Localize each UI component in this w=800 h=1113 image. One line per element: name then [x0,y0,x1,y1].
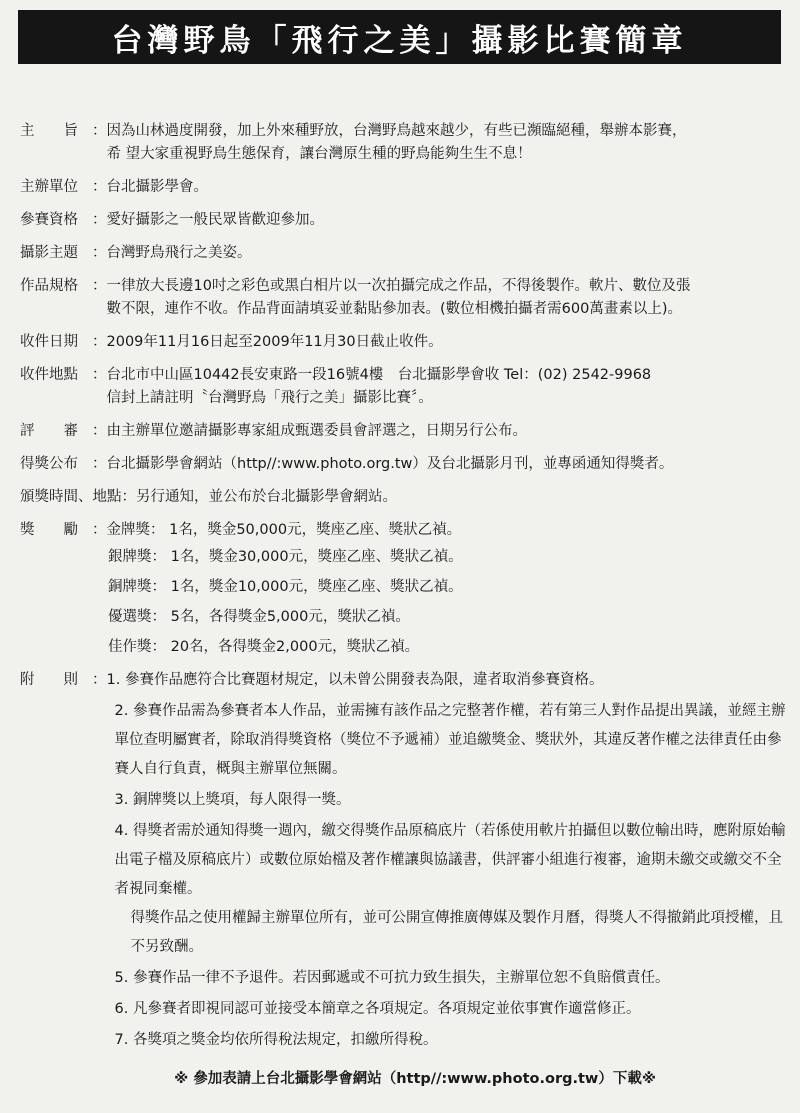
footer-download-note: ※ 參加表請上台北攝影學會網站（http//:www.photo.org.tw）下載※ [174,1071,656,1087]
rule-5: 5. 參賽作品一律不予退件。若因郵遞或不可抗力致生損失，主辦單位恕不負賠償責任。 [114,970,670,986]
section-collection-date: 收件日期 ： 2009年11月16日起至2009年11月30日截止收件。 [20,331,790,354]
rule-1: 1. 參賽作品應符合比賽題材規定，以未曾公開發表為限，違者取消參賽資格。 [106,672,604,688]
prize-silver-name: 銀牌獎 [108,549,152,565]
prizes-label: 獎 勵 [20,522,78,538]
prize-silver: 銀牌獎： 1名，獎金30,000元，獎座乙座、獎狀乙禎。 [108,549,463,565]
announcement-label: 得獎公布 [20,456,78,472]
section-judging: 評 審 ： 由主辦單位邀請攝影專家組成甄選委員會評選之，日期另行公布。 [20,420,790,443]
rules-label: 附 則 [20,672,78,688]
rule-4-continued: 得獎作品之使用權歸主辦單位所有，並可公開宣傳推廣傳媒及製作月曆，得獎人不得撤銷此項授權，且不另致酬。 [130,910,783,955]
rule-7: 7. 各獎項之獎金均依所得稅法規定，扣繳所得稅。 [114,1032,438,1048]
prize-honorable-name: 佳作獎 [108,639,152,655]
section-rules: 附 則 ： 1. 參賽作品應符合比賽題材規定，以未曾公開發表為限，違者取消參賽資格。 2. 參賽作品需為參賽者本人作品，並需擁有該作品之完整著作權，若有第三人對作品提出異議，並經主辦單位查明屬實者，除取消得獎資格（獎位不予遞補）並追繳獎金、獎狀外，其違反著作權之法律責任由參賽人自行負責，概與主辦單位無關。 3. 銅牌獎以上獎項，每人限得一獎。 4. 得獎者需於通知得獎一週內，繳交得獎作品原稿底片（若係使用軟片拍攝但以數位輸出時，應附原始輸出電子檔及原稿底片）或數位原始檔及著作權讓與協議書，供評審小組進行複審，逾期未繳交或繳交不全者視同棄權。 得獎作品之使用權歸主辦單位所有，並可公開宣傳推廣傳媒及製作月曆，得獎人不得撤銷此項授權，且不另致酬。 5. 參賽作品一律不予退件。若因郵遞或不可抗力致生損失，主辦單位恕不負賠償責任。 6. 凡參賽者即視同認可並接受本簡章之各項規定。各項規定並依事實作適當修正。 7. 各獎項之獎金均依所得稅法規定，扣繳所得稅。 [20,666,790,1057]
eligibility-value: 愛好攝影之一般民眾皆歡迎參加。 [106,212,324,228]
section-announcement: 得獎公布 ： 台北攝影學會網站（http//:www.photo.org.tw）及台北攝影月刊，並專函通知得獎者。 [20,453,790,476]
spec-label: 作品規格 [20,278,78,294]
prize-gold: 金牌獎： 1名，獎金50,000元，獎座乙座、獎狀乙禎。 [106,522,462,538]
prize-merit: 優選獎： 5名，各得獎金5,000元，獎狀乙禎。 [108,609,410,625]
spec-line-1: 一律放大長邊10吋之彩色或黑白相片以一次拍攝完成之作品，不得後製作。軟片、數位及張 [106,278,691,294]
purpose-line-2: 希 望大家重視野鳥生態保育，讓台灣原生種的野鳥能夠生生不息！ [106,146,532,162]
section-organizer: 主辦單位 ： 台北攝影學會。 [20,176,790,199]
award-time-label: 頒獎時間、地點 [20,489,122,505]
section-spec: 作品規格 ： 一律放大長邊10吋之彩色或黑白相片以一次拍攝完成之作品，不得後製作。軟片、數位及張 數不限，連作不收。作品背面請填妥並黏貼參加表。(數位相機拍攝者需600萬畫素以上)。 [20,275,790,321]
rule-3: 3. 銅牌獎以上獎項，每人限得一獎。 [114,792,351,808]
eligibility-label: 參賽資格 [20,212,78,228]
theme-label: 攝影主題 [20,245,78,261]
document-body [20,120,790,1088]
collection-place-line-2: 信封上請註明〝台灣野鳥「飛行之美」攝影比賽〞。 [106,390,433,406]
rule-2: 2. 參賽作品需為參賽者本人作品，並需擁有該作品之完整著作權，若有第三人對作品提出異議，並經主辦單位查明屬實者，除取消得獎資格（獎位不予遞補）並追繳獎金、獎狀外，其違反著作權之法律責任由參賽人自行負責，概與主辦單位無關。 [114,703,786,777]
announcement-value: 台北攝影學會網站（http//:www.photo.org.tw）及台北攝影月刊，並專函通知得獎者。 [106,456,674,472]
section-eligibility: 參賽資格 ： 愛好攝影之一般民眾皆歡迎參加。 [20,209,790,232]
purpose-line-1: 因為山林過度開發，加上外來種野放，台灣野鳥越來越少，有些已瀕臨絕種，舉辦本影賽， [106,123,687,139]
prize-gold-name: 金牌獎 [106,522,150,538]
prize-bronze-detail: 1名，獎金10,000元，獎座乙座、獎狀乙禎。 [170,579,463,595]
judging-value: 由主辦單位邀請攝影專家組成甄選委員會評選之，日期另行公布。 [106,423,527,439]
spec-line-2: 數不限，連作不收。作品背面請填妥並黏貼參加表。(數位相機拍攝者需600萬畫素以上)。 [106,301,682,317]
collection-date-label: 收件日期 [20,334,78,350]
section-prizes: 獎 勵 ： 金牌獎： 1名，獎金50,000元，獎座乙座、獎狀乙禎。 [20,519,790,542]
organizer-value: 台北攝影學會。 [106,179,208,195]
prize-honorable-detail: 20名，各得獎金2,000元，獎狀乙禎。 [170,639,420,655]
section-award-time: 頒獎時間、地點 ： 另行通知，並公布於台北攝影學會網站。 [20,486,790,509]
judging-label: 評 審 [20,423,78,439]
prize-bronze: 銅牌獎： 1名，獎金10,000元，獎座乙座、獎狀乙禎。 [108,579,463,595]
section-theme: 攝影主題 ： 台灣野鳥飛行之美姿。 [20,242,790,265]
prize-honorable: 佳作獎： 20名，各得獎金2,000元，獎狀乙禎。 [108,639,420,655]
page-title-text: 台灣野鳥「飛行之美」攝影比賽簡章 [111,22,688,59]
prize-gold-detail: 1名，獎金50,000元，獎座乙座、獎狀乙禎。 [169,522,462,538]
collection-place-line-1: 台北市中山區10442長安東路一段16號4樓 台北攝影學會收 Tel：(02) 2542-9968 [106,367,652,383]
collection-place-label: 收件地點 [20,367,78,383]
award-time-value: 另行通知，並公布於台北攝影學會網站。 [136,489,397,505]
prize-list [20,542,790,662]
prize-merit-name: 優選獎 [108,609,152,625]
prize-silver-detail: 1名，獎金30,000元，獎座乙座、獎狀乙禎。 [170,549,463,565]
section-collection-place: 收件地點 ： 台北市中山區10442長安東路一段16號4樓 台北攝影學會收 Tel：(02) 2542-9968 信封上請註明〝台灣野鳥「飛行之美」攝影比賽〞。 [20,364,790,410]
prize-merit-detail: 5名，各得獎金5,000元，獎狀乙禎。 [170,609,410,625]
page-title [18,10,781,64]
rule-6: 6. 凡參賽者即視同認可並接受本簡章之各項規定。各項規定並依事實作適當修正。 [114,1001,641,1017]
prize-bronze-name: 銅牌獎 [108,579,152,595]
organizer-label: 主辦單位 [20,179,78,195]
purpose-label: 主 旨 [20,123,78,139]
rule-4: 4. 得獎者需於通知得獎一週內，繳交得獎作品原稿底片（若係使用軟片拍攝但以數位輸出時，應附原始輸出電子檔及原稿底片）或數位原始檔及著作權讓與協議書，供評審小組進行複審，逾期未繳交或繳交不全者視同棄權。 [114,823,786,897]
section-purpose: 主 旨 ： 因為山林過度開發，加上外來種野放，台灣野鳥越來越少，有些已瀕臨絕種，舉辦本影賽， 希 望大家重視野鳥生態保育，讓台灣原生種的野鳥能夠生生不息！ [20,120,790,166]
theme-value: 台灣野鳥飛行之美姿。 [106,245,252,261]
collection-date-value: 2009年11月16日起至2009年11月30日截止收件。 [106,334,443,350]
